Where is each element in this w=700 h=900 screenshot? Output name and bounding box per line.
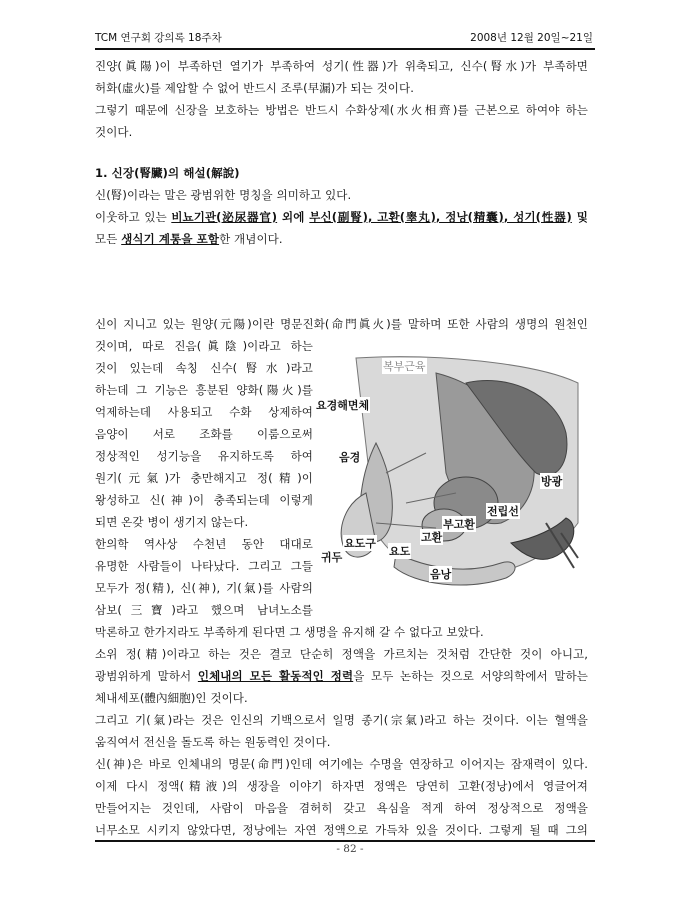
label-penis: 음경 (339, 451, 361, 464)
body-line-p7: 움직여서 전신을 돌도록 하는 원동력인 것이다. (95, 735, 331, 749)
body-narrow-line-2: 것이 있는데 속칭 신수(腎水)라고 (95, 361, 313, 375)
body-narrow-line-7: 원기(元氣)가 충만해지고 정(精)이 (95, 471, 313, 485)
body-narrow-line-6: 정상적인 성기능을 유지하도록 하여 (95, 449, 313, 463)
intro-line-4: 것이다. (95, 125, 133, 139)
reproductive-anatomy-figure (316, 353, 584, 597)
intro-line-3: 그렇기 때문에 신장을 보호하는 방법은 반드시 수화상제(水火相齊)를 근본으로 하여야 하는 (95, 103, 588, 117)
footer-rule (95, 840, 595, 842)
label-corpus-spongiosum: 요경해면체 (316, 399, 370, 412)
body-narrow-line-10: 한의학 역사상 수천년 동안 대대로 (95, 537, 313, 551)
section-line-3-text-a: 모든 (95, 232, 122, 246)
label-scrotum: 음낭 (430, 568, 452, 581)
header-rule (95, 48, 595, 50)
body-narrow-line-8: 왕성하고 신(神)이 충족되는데 이렇게 (95, 493, 313, 507)
label-glans: 귀두 (321, 551, 343, 564)
section-line-2-organs: 부신(副腎), 고환(睾丸), 정낭(精囊), 성기(性器) (309, 210, 572, 224)
intro-line-2: 허화(虛火)를 제압할 수 없어 반드시 조루(早漏)가 되는 것이다. (95, 81, 414, 95)
body-narrow-line-5: 음양이 서로 조화를 이룸으로써 (95, 427, 313, 441)
body-narrow-line-4: 억제하는데 사용되고 수화 상제하여 (95, 405, 313, 419)
section-line-2-urinary: 비뇨기관(泌尿器官) (171, 210, 278, 224)
body-line-p5: 체내세포(體內細胞)인 것이다. (95, 691, 248, 705)
label-epididymis: 부고환 (443, 518, 475, 531)
body-line-p4 (95, 668, 588, 684)
body-narrow-line-13: 삼보(三寶)라고 했으며 남녀노소를 (95, 603, 313, 617)
intro-line-1: 진양(眞陽)이 부족하던 열기가 부족하여 성기(性器)가 위축되고, 신수(腎水)가 부족하면 (95, 59, 588, 73)
section-line-2-text-c: 외에 (277, 210, 310, 224)
section-line-3 (95, 231, 283, 247)
body-line-p2: 막론하고 한가지라도 부족하게 된다면 그 생명을 유지해 갈 수 없다고 보았다. (95, 625, 484, 639)
header-course-title: TCM 연구회 강의록 18주차 (95, 32, 222, 44)
body-line-p4-emphasis: 인체내의 모든 활동적인 정력 (197, 669, 354, 683)
body-line-p10: 만들어지는 것인데, 사람이 마음을 겸허히 갖고 욕심을 적게 하여 정상적으로 정액을 (95, 801, 588, 815)
page-number: - 82 - (336, 843, 364, 855)
body-narrow-line-11: 유명한 사람들이 나타났다. 그리고 그들 (95, 559, 313, 573)
body-line-p6: 그리고 기(氣)라는 것은 인신의 기백으로서 일명 종기(宗氣)라고 하는 것이다. 이는 혈액을 (95, 713, 588, 727)
label-prostate: 전립선 (487, 505, 519, 518)
body-line-p11: 너무소모 시키지 않았다면, 정낭에는 자연 정액으로 가득차 있을 것이다. 그렇게 될 때 그의 (95, 823, 588, 837)
body-narrow-line-9: 되면 온갖 병이 생기지 않는다. (95, 515, 249, 529)
body-narrow-line-1: 것이며, 따로 진음(眞陰)이라고 하는 (95, 339, 313, 353)
label-bladder: 방광 (541, 475, 563, 488)
section-line-2-text-a: 이웃하고 있는 (95, 210, 172, 224)
body-line-p8: 신(神)은 바로 인체내의 명문(命門)인데 여기에는 수명을 연장하고 이어지는 잠재력이 있다. (95, 757, 588, 771)
section-line-2-text-e: 및 (571, 210, 588, 224)
section-line-3-reproductive: 생식기 계통을 포함 (121, 232, 220, 246)
body-line-p4-text-a: 광범위하게 말하서 (95, 669, 198, 683)
section-line-1: 신(腎)이라는 말은 광범위한 명칭을 의미하고 있다. (95, 188, 352, 202)
body-narrow-line-3: 하는데 그 기능은 흥분된 양화(陽火)를 (95, 383, 313, 397)
body-line-p1: 신이 지니고 있는 원양(元陽)이란 명문진화(命門眞火)를 말하며 또한 사람의 생명의 원천인 (95, 317, 588, 331)
header-date: 2008년 12월 20일~21일 (470, 32, 593, 44)
label-abdominal-muscle: 복부근육 (383, 360, 426, 373)
label-urethral-opening: 요도구 (344, 537, 376, 550)
body-narrow-line-12: 모두가 정(精), 신(神), 기(氣)를 사람의 (95, 581, 313, 595)
section-line-3-text-c: 한 개념이다. (219, 232, 283, 246)
label-testis: 고환 (421, 531, 443, 544)
section-line-2 (95, 209, 588, 225)
label-urethra: 요도 (389, 545, 411, 558)
body-line-p3: 소위 정(精)이라고 하는 것은 결코 단순히 정액을 가르치는 것처럼 간단한 것이 아니고, (95, 647, 588, 661)
body-line-p4-text-c: 을 모두 논하는 것으로 서양의학에서 말하는 (353, 669, 588, 683)
body-line-p9: 이제 다시 정액(精液)의 생장을 이야기 하자면 정액은 당연히 고환(정낭)에서 영글어져 (95, 779, 588, 793)
section-heading: 1. 신장(腎臟)의 해설(解說) (95, 166, 240, 180)
